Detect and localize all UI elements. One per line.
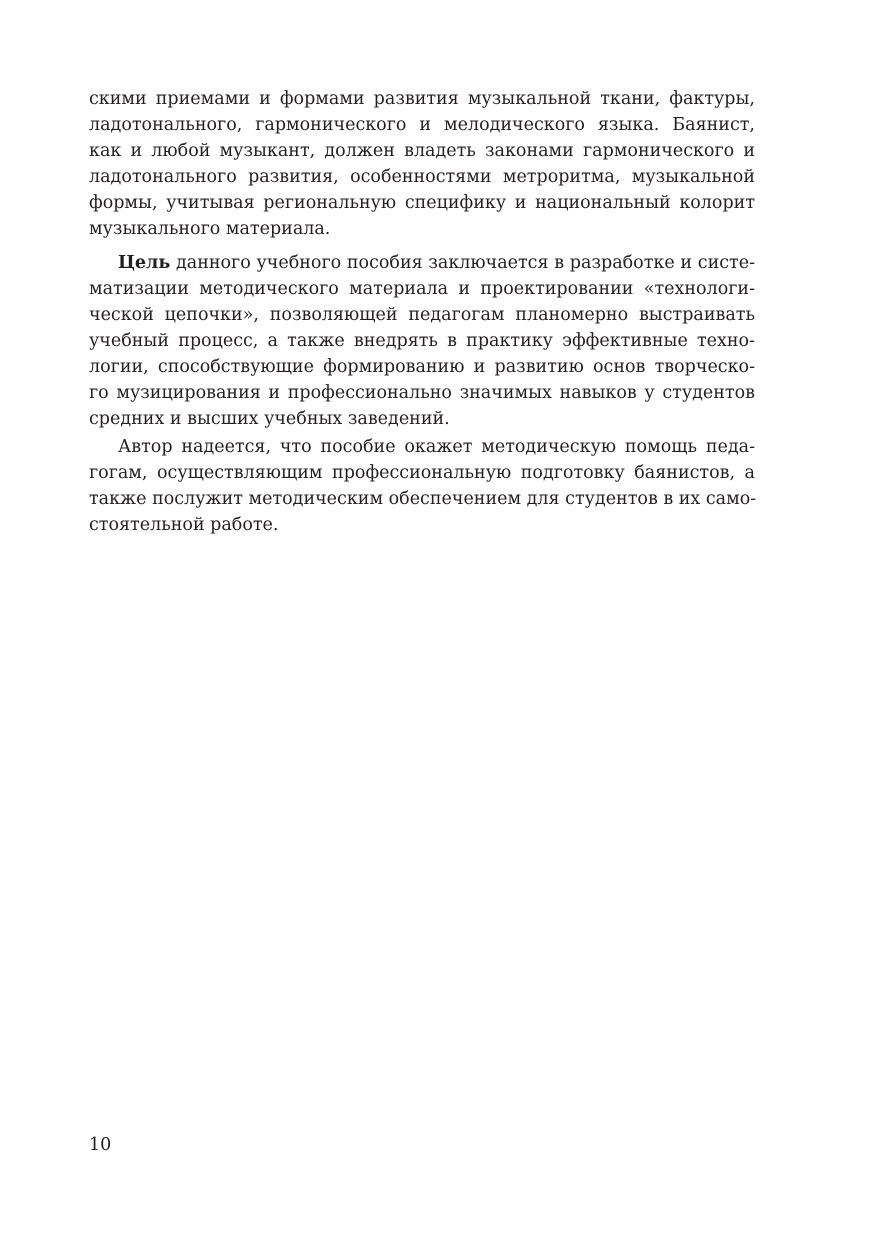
paragraph-author: [89, 434, 755, 538]
text-line: скими приемами и формами развития музыкальной ткани, фактуры,: [89, 89, 755, 109]
text-line: средних и высших учебных заведений.: [89, 409, 450, 429]
text-line: ладотонального развития, особенностями метроритма, музыкальной: [89, 167, 755, 187]
text-line: Автор надеется, что пособие окажет методическую помощь педа-: [118, 437, 755, 457]
text-line: также послужит методическим обеспечением для студентов в их само-: [89, 489, 757, 509]
text-line: матизации методического материала и проектировании «технологи-: [89, 279, 755, 299]
text-fragment: данного учебного пособия заключается в разработке и систе-: [170, 253, 755, 273]
text-line: гогам, осуществляющим профессиональную подготовку баянистов, а: [89, 463, 755, 483]
text-line: как и любой музыкант, должен владеть законами гармонического и: [89, 141, 755, 161]
lead-word-bold: Цель: [118, 253, 171, 273]
text-line: ческой цепочки», позволяющей педагогам планомерно выстраивать: [89, 305, 755, 325]
text-line: ладотонального, гармонического и мелодического языка. Баянист,: [89, 115, 755, 135]
text-line: формы, учитывая региональную специфику и национальный колорит: [89, 193, 755, 213]
text-line: [89, 250, 755, 276]
page-number: 10: [89, 1135, 112, 1155]
text-line: го музицирования и профессионально значимых навыков у студентов: [89, 383, 755, 403]
text-line: учебный процесс, а также внедрять в практику эффективные техно-: [89, 331, 755, 351]
paragraph-goal: [89, 250, 755, 432]
paragraph-continuation: [89, 86, 755, 242]
text-line: стоятельной работе.: [89, 515, 279, 535]
text-line: логии, способствующие формированию и развитию основ творческо-: [89, 357, 755, 377]
text-line: музыкального материала.: [89, 219, 331, 239]
